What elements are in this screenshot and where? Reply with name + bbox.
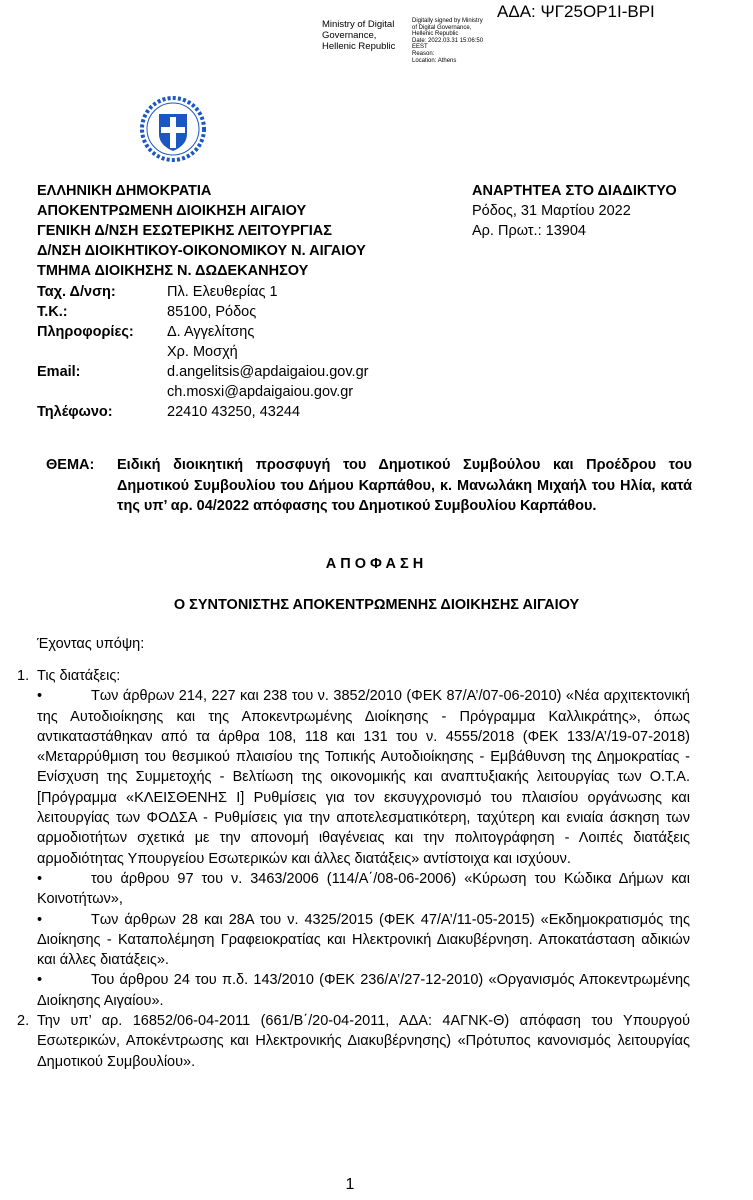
post-online-label: ΑΝΑΡΤΗΤΕΑ ΣΤΟ ΔΙΑΔΙΚΤΥΟ bbox=[472, 183, 677, 199]
document-date: Ρόδος, 31 Μαρτίου 2022 bbox=[472, 203, 631, 219]
subject-text: Ειδική διοικητική προσφυγή του Δημοτικού Συμβούλου και Προέδρου του Δημοτικού Συμβουλίου του Δήμου Καρπάθου, κ. Μανωλάκη Μιχαήλ του Ηλία, κατά της υπ’ αρ. 04/2022 απόφασης του Δημοτικού Συμβουλίου Καρπάθου. bbox=[117, 457, 692, 514]
issuing-authority: ΕΛΛΗΝΙΚΗ ΔΗΜΟΚΡΑΤΙΑ ΑΠΟΚΕΝΤΡΩΜΕΝΗ ΔΙΟΙΚΗΣΗ ΑΙΓΑΙΟΥ ΓΕΝΙΚΗ Δ/ΝΣΗ ΕΣΩΤΕΡΙΚΗΣ ΛΕΙΤΟΥΡΓΙΑΣ Δ/ΝΣΗ ΔΙΟΙΚΗΤΙΚΟΥ-ΟΙΚΟΝΟΜΙΚΟΥ Ν. ΑΙΓΑΙΟΥ ΤΜΗΜΑ ΔΙΟΙΚΗΣΗΣ Ν. ΔΩΔΕΚΑΝΗΣΟΥ bbox=[37, 183, 366, 279]
document-meta bbox=[472, 181, 677, 241]
signature-signer: Ministry of Digital Governance, Hellenic Republic bbox=[322, 19, 396, 52]
contact-details: Ταχ. Δ/νση: Πλ. Ελευθερίας 1 Τ.Κ.: 85100, Ρόδος Πληροφορίες: Δ. Αγγελίτσης Χρ. Μοσχή Email: d.angelitsis@apdaigaiou.gov.gr ch.mosxi@apdaigaiou.gov.gr Τηλέφωνο: 22410 43250, 43244 bbox=[37, 284, 369, 420]
signature-details: Digitally signed by Ministry of Digital Governance, Hellenic Republic Date: 2022.03.31 15:06:50 EEST Reason: Location: Athens bbox=[412, 18, 484, 64]
subject-block bbox=[46, 455, 692, 517]
list-item: 2. Την υπ’ αρ. 16852/06-04-2011 (661/Β΄/20-04-2011, ΑΔΑ: 4ΑΓΝΚ-Θ) απόφαση του Υπουργού Εσωτερικών, Αποκέντρωσης και Ηλεκτρονικής Διακυβέρνησης) «Πρότυπος κανονισμός λειτουργίας Δημοτικού Συμβουλίου». bbox=[17, 1013, 690, 1070]
protocol-number: Αρ. Πρωτ.: 13904 bbox=[472, 223, 586, 239]
bullet-item: • Των άρθρων 214, 227 και 238 του ν. 3852/2010 (ΦΕΚ 87/Α’/07-06-2010) «Νέα αρχιτεκτονική της Αυτοδιοίκησης και της Αποκεντρωμένης Διοίκησης - Πρόγραμμα Καλλικράτης», όπως αντικαταστάθηκαν από τα άρθρα 108, 118 και 131 του ν. 4555/2018 (ΦΕΚ 133/Α’/19-07-2018) «Μεταρρύθμιση του θεσμικού πλαισίου της Τοπικής Αυτοδιοίκησης - Εμβάθυνση της Δημοκρατίας - Ενίσχυση της Συμμετοχής - Βελτίωση της οικονομικής και αναπτυξιακής λειτουργίας των Ο.Τ.Α. [Πρόγραμμα «ΚΛΕΙΣΘΕΝΗΣ Ι] Ρυθμίσεις για τον εκσυγχρονισμό του πλαισίου οργάνωσης και λειτουργίας των ΦΟΔΣΑ - Ρυθμίσεις για την αποτελεσματικότερη, ταχύτερη και ενιαία άσκηση των αρμοδιοτήτων σχετικά με την απονομή ιθαγένειας και την πολιτογράφηση - Λοιπές διατάξεις αρμοδιότητας Υπουργείου Εσωτερικών και άλλες διατάξεις» αντίστοιχα και ισχύουν. bbox=[37, 688, 690, 867]
intro-text: Έχοντας υπόψη: bbox=[37, 636, 145, 652]
considerations-list bbox=[17, 666, 690, 1072]
bullet-item: • Του άρθρου 24 του π.δ. 143/2010 (ΦΕΚ 236/Α’/27-12-2010) «Οργανισμός Αποκεντρωμένης Διοίκησης Αιγαίου». bbox=[37, 972, 690, 1009]
ada-code: ΑΔΑ: ΨΓ25ΟΡ1Ι-ΒΡΙ bbox=[497, 2, 655, 21]
bullet-item: • Των άρθρων 28 και 28Α του ν. 4325/2015 (ΦΕΚ 47/Α’/11-05-2015) «Εκδημοκρατισμός της Διοίκησης - Καταπολέμηση Γραφειοκρατίας και Ηλεκτρονική Διακυβέρνηση. Αποκατάσταση αδικιών και άλλες διατάξεις». bbox=[37, 911, 690, 969]
bullet-item: • του άρθρου 97 του ν. 3463/2006 (114/Α΄/08-06-2006) «Κύρωση του Κώδικα Δήμων και Κοινοτήτων», bbox=[37, 870, 690, 908]
hellenic-republic-emblem-icon bbox=[140, 96, 206, 162]
authority-title: Ο ΣΥΝΤΟΝΙΣΤΗΣ ΑΠΟΚΕΝΤΡΩΜΕΝΗΣ ΔΙΟΙΚΗΣΗΣ ΑΙΓΑΙΟΥ bbox=[173, 597, 580, 613]
subject-label: ΘΕΜΑ: bbox=[46, 457, 95, 473]
decision-title: ΑΠΟΦΑΣΗ bbox=[325, 556, 428, 572]
list-item: 1. Τις διατάξεις: • Των άρθρων 214, 227 και 238 του ν. 3852/2010 (ΦΕΚ 87/Α’/07-06-2010) «Νέα αρχιτεκτονική της Αυτοδιοίκησης και της Αποκεντρωμένης Διοίκησης - Πρόγραμμα Καλλικράτης», όπως αντικαταστάθηκαν από τα άρθρα 108, 118 και 131 του ν. 4555/2018 (ΦΕΚ 133/Α’/19-07-2018) «Μεταρρύθμιση του θεσμικού πλαισίου της Τοπικής Αυτοδιοίκησης - Εμβάθυνση της Δημοκρατίας - Ενίσχυση της Συμμετοχής - Βελτίωση της οικονομικής και αναπτυξιακής λειτουργίας των Ο.Τ.Α. [Πρόγραμμα «ΚΛΕΙΣΘΕΝΗΣ Ι] Ρυθμίσεις για τον εκσυγχρονισμό του πλαισίου οργάνωσης και λειτουργίας των ΦΟΔΣΑ - Ρυθμίσεις για την αποτελεσματικότερη, ταχύτερη και ενιαία άσκηση των αρμοδιοτήτων σχετικά με την απονομή ιθαγένειας και την πολιτογράφηση - Λοιπές διατάξεις αρμοδιότητας Υπουργείου Εσωτερικών και άλλες διατάξεις» αντίστοιχα και ισχύουν. • του άρθρου 97 του ν. 3463/2006 (114/Α΄/08-06-2006) «Κύρωση του Κώδικα Δήμων και Κοινοτήτων», • Των άρθρων 28 και 28Α του ν. 4325/2015 (ΦΕΚ 47/Α’/11-05-2015) «Εκδημοκρατισμός της Διοίκησης - Καταπολέμηση Γραφειοκρατίας και Ηλεκτρονική Διακυβέρνηση. Αποκατάσταση αδικιών και άλλες διατάξεις». • Του άρθρου 24 του π.δ. 143/2010 (ΦΕΚ 236/Α’/27-12-2010) «Οργανισμός Αποκεντρωμένης Διοίκησης Αιγαίου». bbox=[17, 666, 690, 1011]
page-number: 1 bbox=[345, 1176, 355, 1193]
